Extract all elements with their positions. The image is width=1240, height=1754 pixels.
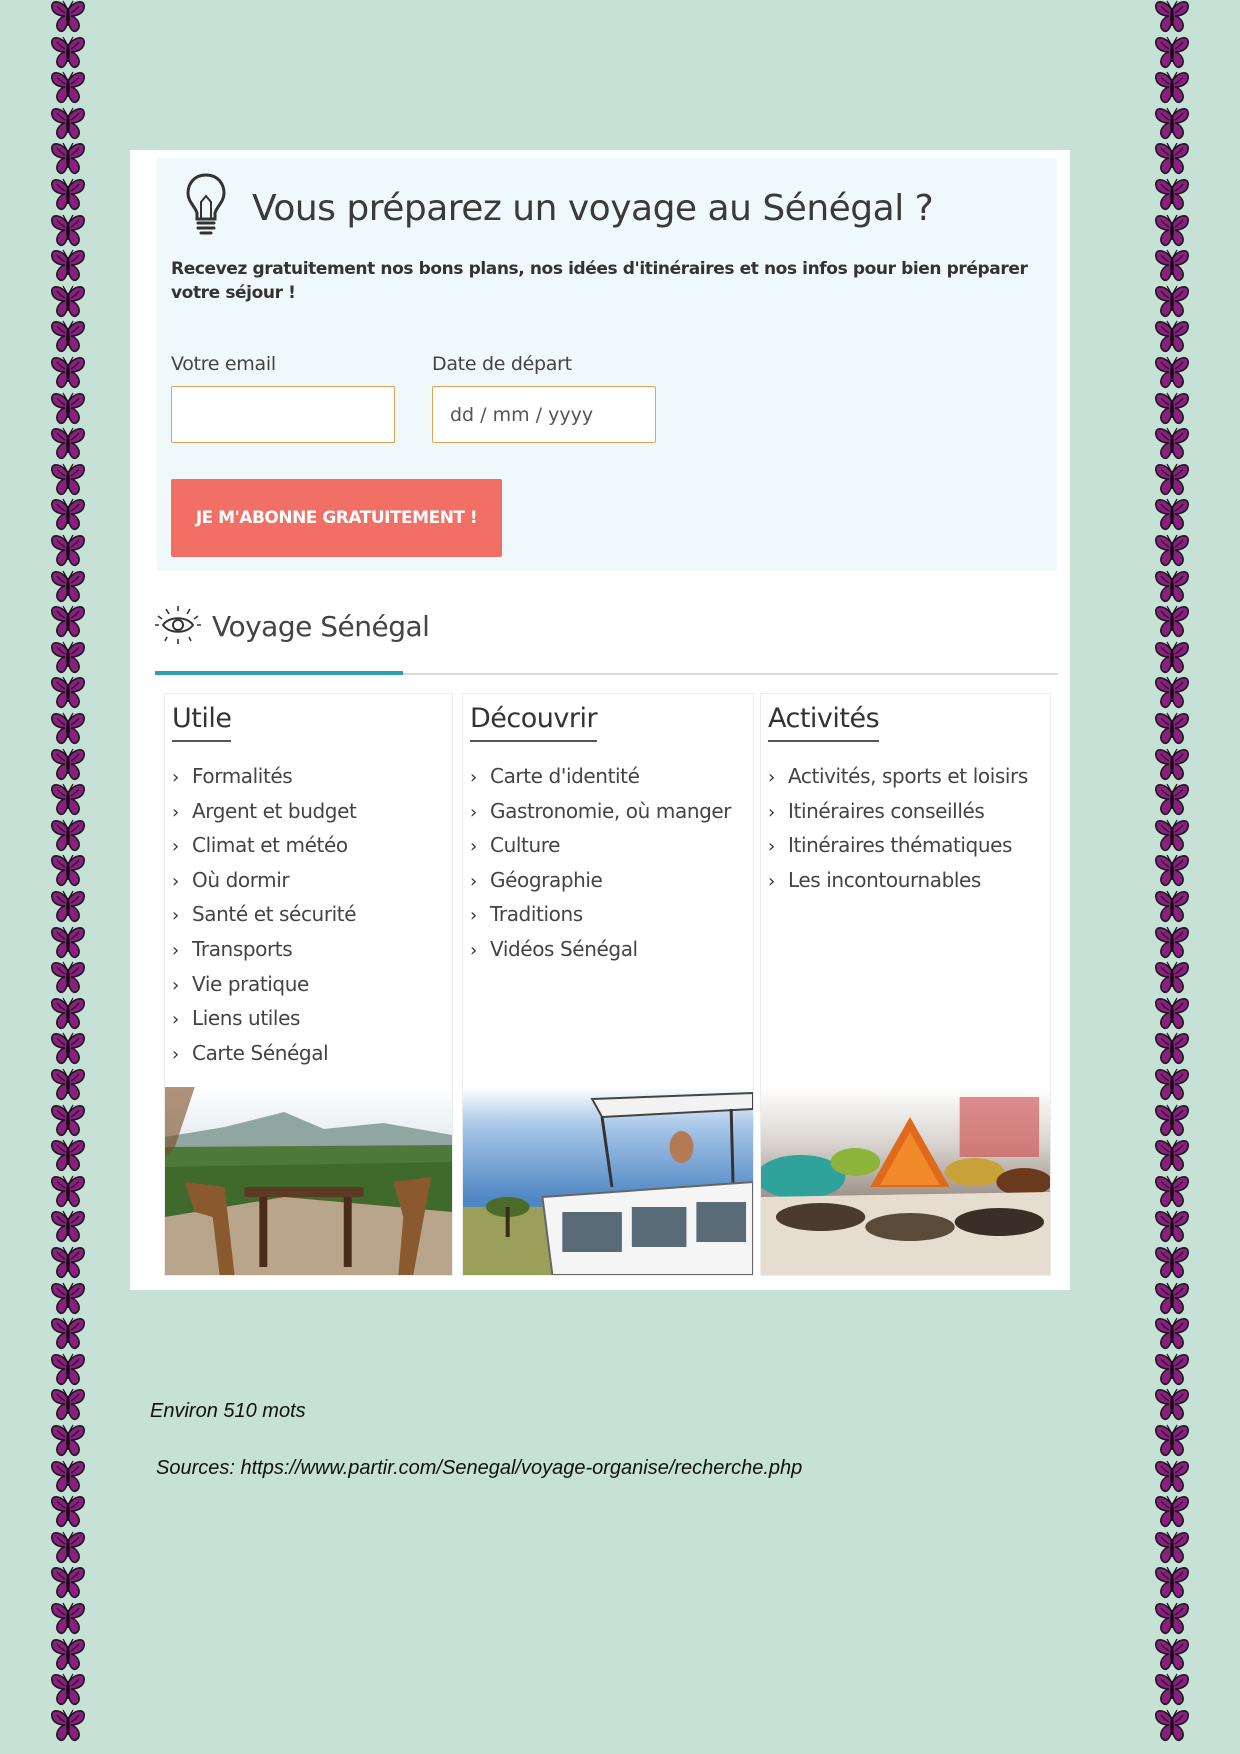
section-accent-underline bbox=[155, 671, 403, 675]
link-label: Formalités bbox=[192, 764, 293, 788]
link-list bbox=[172, 764, 356, 1075]
butterfly-icon bbox=[1152, 748, 1192, 782]
section-title: Voyage Sénégal bbox=[212, 610, 430, 643]
link-label: Géographie bbox=[490, 867, 603, 892]
butterfly-icon bbox=[1152, 320, 1192, 354]
chevron-right-icon: › bbox=[768, 801, 775, 823]
chevron-right-icon: › bbox=[172, 974, 179, 996]
link-item[interactable] bbox=[470, 764, 731, 799]
butterfly-icon bbox=[1152, 36, 1192, 70]
butterfly-icon bbox=[1152, 961, 1192, 995]
link-item[interactable] bbox=[172, 764, 356, 799]
chevron-right-icon: › bbox=[172, 870, 179, 892]
email-field[interactable] bbox=[171, 386, 395, 443]
link-item[interactable] bbox=[172, 937, 356, 972]
butterfly-icon bbox=[1152, 570, 1192, 604]
chevron-right-icon: › bbox=[470, 870, 477, 892]
butterfly-icon bbox=[48, 36, 88, 70]
butterfly-icon bbox=[1152, 783, 1192, 817]
butterfly-icon bbox=[48, 356, 88, 390]
butterfly-icon bbox=[1152, 605, 1192, 639]
butterfly-icon bbox=[1152, 214, 1192, 248]
butterfly-icon bbox=[1152, 356, 1192, 390]
link-label: Climat et météo bbox=[192, 833, 348, 858]
butterfly-icon bbox=[1152, 641, 1192, 675]
butterfly-icon bbox=[1152, 1068, 1192, 1102]
butterfly-icon bbox=[1152, 1317, 1192, 1351]
butterfly-icon bbox=[48, 107, 88, 141]
eye-icon bbox=[155, 605, 201, 645]
butterfly-icon bbox=[1152, 71, 1192, 105]
butterfly-icon bbox=[48, 641, 88, 675]
butterfly-icon bbox=[1152, 890, 1192, 924]
column-title: Activités bbox=[768, 703, 879, 742]
butterfly-icon bbox=[48, 1495, 88, 1529]
chevron-right-icon: › bbox=[172, 1043, 179, 1065]
left-butterfly-border bbox=[48, 0, 88, 1754]
butterfly-icon bbox=[48, 1638, 88, 1672]
butterfly-icon bbox=[1152, 1388, 1192, 1422]
link-item[interactable] bbox=[470, 902, 731, 937]
butterfly-icon bbox=[1152, 107, 1192, 141]
butterfly-icon bbox=[1152, 1495, 1192, 1529]
butterfly-icon bbox=[48, 1531, 88, 1565]
butterfly-icon bbox=[48, 1032, 88, 1066]
terrace-landscape-photo bbox=[165, 1087, 452, 1275]
butterfly-icon bbox=[1152, 1673, 1192, 1707]
safari-vehicle-photo bbox=[463, 1087, 753, 1275]
link-item[interactable] bbox=[470, 833, 731, 868]
butterfly-icon bbox=[1152, 249, 1192, 283]
butterfly-icon bbox=[48, 783, 88, 817]
butterfly-icon bbox=[48, 605, 88, 639]
link-item[interactable] bbox=[172, 799, 356, 834]
butterfly-icon bbox=[1152, 427, 1192, 461]
butterfly-icon bbox=[1152, 1460, 1192, 1494]
butterfly-icon bbox=[48, 1139, 88, 1173]
butterfly-icon bbox=[1152, 1566, 1192, 1600]
link-label: Où dormir bbox=[192, 867, 290, 892]
link-item[interactable] bbox=[470, 868, 731, 903]
column-decouvrir bbox=[462, 693, 754, 1276]
sources-line: Sources: https://www.partir.com/Senegal/voyage-organise/recherche.php bbox=[156, 1457, 803, 1479]
butterfly-icon bbox=[48, 890, 88, 924]
email-label: Votre email bbox=[171, 353, 276, 375]
butterfly-icon bbox=[48, 1175, 88, 1209]
link-label: Traditions bbox=[490, 902, 583, 927]
butterfly-icon bbox=[48, 285, 88, 319]
butterfly-icon bbox=[48, 1068, 88, 1102]
subscribe-button[interactable]: JE M'ABONNE GRATUITEMENT ! bbox=[171, 479, 502, 557]
butterfly-icon bbox=[48, 961, 88, 995]
chevron-right-icon: › bbox=[768, 870, 775, 892]
butterfly-icon bbox=[1152, 819, 1192, 853]
butterfly-icon bbox=[48, 712, 88, 746]
column-title: Utile bbox=[172, 703, 231, 742]
butterfly-icon bbox=[48, 676, 88, 710]
butterfly-icon bbox=[1152, 1424, 1192, 1458]
butterfly-icon bbox=[48, 997, 88, 1031]
butterfly-icon bbox=[48, 1709, 88, 1743]
butterfly-icon bbox=[48, 392, 88, 426]
butterfly-icon bbox=[1152, 1175, 1192, 1209]
link-label: Argent et budget bbox=[192, 798, 357, 823]
link-label: Transports bbox=[192, 936, 293, 961]
butterfly-icon bbox=[1152, 0, 1192, 34]
link-item[interactable] bbox=[172, 972, 356, 1007]
link-list bbox=[768, 764, 1028, 902]
butterfly-icon bbox=[1152, 1104, 1192, 1138]
butterfly-icon bbox=[1152, 498, 1192, 532]
butterfly-icon bbox=[48, 1282, 88, 1316]
link-label: Carte d'identité bbox=[490, 764, 640, 788]
butterfly-icon bbox=[48, 570, 88, 604]
right-butterfly-border bbox=[1152, 0, 1192, 1754]
butterfly-icon bbox=[1152, 1709, 1192, 1743]
link-list bbox=[470, 764, 731, 972]
butterfly-icon bbox=[1152, 712, 1192, 746]
chevron-right-icon: › bbox=[470, 836, 477, 858]
butterfly-icon bbox=[48, 854, 88, 888]
butterfly-icon bbox=[1152, 178, 1192, 212]
link-item[interactable] bbox=[768, 833, 1028, 868]
link-item[interactable] bbox=[768, 868, 1028, 903]
link-item[interactable] bbox=[172, 902, 356, 937]
chevron-right-icon: › bbox=[768, 767, 775, 788]
butterfly-icon bbox=[48, 71, 88, 105]
link-item[interactable] bbox=[172, 1006, 356, 1041]
link-label: Carte Sénégal bbox=[192, 1040, 329, 1065]
butterfly-icon bbox=[48, 427, 88, 461]
butterfly-icon bbox=[48, 926, 88, 960]
newsletter-promo bbox=[157, 158, 1057, 571]
column-activites bbox=[760, 693, 1051, 1276]
butterfly-icon bbox=[1152, 1032, 1192, 1066]
butterfly-icon bbox=[1152, 926, 1192, 960]
butterfly-icon bbox=[48, 1353, 88, 1387]
butterfly-icon bbox=[1152, 1353, 1192, 1387]
chevron-right-icon: › bbox=[768, 836, 775, 858]
departure-date-label: Date de départ bbox=[432, 353, 572, 375]
departure-date-field[interactable] bbox=[432, 386, 656, 443]
butterfly-icon bbox=[1152, 1282, 1192, 1316]
word-count: Environ 510 mots bbox=[150, 1400, 306, 1422]
butterfly-icon bbox=[48, 819, 88, 853]
butterfly-icon bbox=[1152, 854, 1192, 888]
link-item[interactable] bbox=[768, 799, 1028, 834]
butterfly-icon bbox=[1152, 1246, 1192, 1280]
butterfly-icon bbox=[48, 0, 88, 34]
link-label: Activités, sports et loisirs bbox=[788, 764, 1028, 788]
lightbulb-icon bbox=[185, 172, 227, 238]
link-label: Itinéraires thématiques bbox=[788, 833, 1013, 858]
link-item[interactable] bbox=[470, 799, 731, 834]
butterfly-icon bbox=[1152, 1602, 1192, 1636]
butterfly-icon bbox=[48, 1210, 88, 1244]
link-label: Itinéraires conseillés bbox=[788, 798, 985, 823]
butterfly-icon bbox=[48, 1424, 88, 1458]
chevron-right-icon: › bbox=[470, 939, 477, 961]
butterfly-icon bbox=[1152, 534, 1192, 568]
chevron-right-icon: › bbox=[172, 1009, 179, 1031]
butterfly-icon bbox=[48, 178, 88, 212]
butterfly-icon bbox=[48, 320, 88, 354]
butterfly-icon bbox=[48, 1388, 88, 1422]
butterfly-icon bbox=[48, 1566, 88, 1600]
butterfly-icon bbox=[48, 249, 88, 283]
link-item[interactable] bbox=[470, 937, 731, 972]
section-header bbox=[155, 605, 1060, 655]
link-label: Gastronomie, où manger bbox=[490, 798, 732, 823]
column-title: Découvrir bbox=[470, 703, 597, 742]
chevron-right-icon: › bbox=[470, 801, 477, 823]
butterfly-icon bbox=[48, 748, 88, 782]
spice-market-photo bbox=[761, 1087, 1050, 1275]
departure-date-placeholder: dd / mm / yyyy bbox=[450, 404, 594, 426]
column-utile bbox=[164, 693, 453, 1276]
chevron-right-icon: › bbox=[172, 905, 179, 927]
link-item[interactable] bbox=[172, 833, 356, 868]
butterfly-icon bbox=[1152, 392, 1192, 426]
link-label: Santé et sécurité bbox=[192, 902, 357, 927]
link-item[interactable] bbox=[172, 868, 356, 903]
butterfly-icon bbox=[1152, 142, 1192, 176]
butterfly-icon bbox=[1152, 1638, 1192, 1672]
promo-description: Recevez gratuitement nos bons plans, nos idées d'itinéraires et nos infos pour bien préparer votre séjour ! bbox=[171, 259, 1028, 303]
butterfly-icon bbox=[48, 534, 88, 568]
butterfly-icon bbox=[48, 1104, 88, 1138]
butterfly-icon bbox=[48, 498, 88, 532]
link-label: Les incontournables bbox=[788, 867, 981, 892]
link-item[interactable] bbox=[768, 764, 1028, 799]
newsletter-card bbox=[130, 150, 1070, 1290]
butterfly-icon bbox=[1152, 997, 1192, 1031]
butterfly-icon bbox=[48, 463, 88, 497]
chevron-right-icon: › bbox=[172, 939, 179, 961]
promo-title: Vous préparez un voyage au Sénégal ? bbox=[252, 188, 934, 229]
butterfly-icon bbox=[48, 1673, 88, 1707]
butterfly-icon bbox=[48, 1246, 88, 1280]
chevron-right-icon: › bbox=[172, 801, 179, 823]
butterfly-icon bbox=[1152, 463, 1192, 497]
butterfly-icon bbox=[1152, 1210, 1192, 1244]
chevron-right-icon: › bbox=[172, 836, 179, 858]
butterfly-icon bbox=[48, 1317, 88, 1351]
butterfly-icon bbox=[48, 1460, 88, 1494]
butterfly-icon bbox=[48, 142, 88, 176]
butterfly-icon bbox=[1152, 285, 1192, 319]
link-label: Vidéos Sénégal bbox=[490, 936, 638, 961]
link-label: Vie pratique bbox=[192, 971, 309, 996]
link-label: Culture bbox=[490, 833, 561, 858]
link-item[interactable] bbox=[172, 1041, 356, 1076]
butterfly-icon bbox=[1152, 1531, 1192, 1565]
butterfly-icon bbox=[1152, 1139, 1192, 1173]
chevron-right-icon: › bbox=[470, 905, 477, 927]
link-label: Liens utiles bbox=[192, 1006, 301, 1031]
butterfly-icon bbox=[48, 214, 88, 248]
butterfly-icon bbox=[1152, 676, 1192, 710]
chevron-right-icon: › bbox=[172, 767, 179, 788]
chevron-right-icon: › bbox=[470, 767, 477, 788]
butterfly-icon bbox=[48, 1602, 88, 1636]
